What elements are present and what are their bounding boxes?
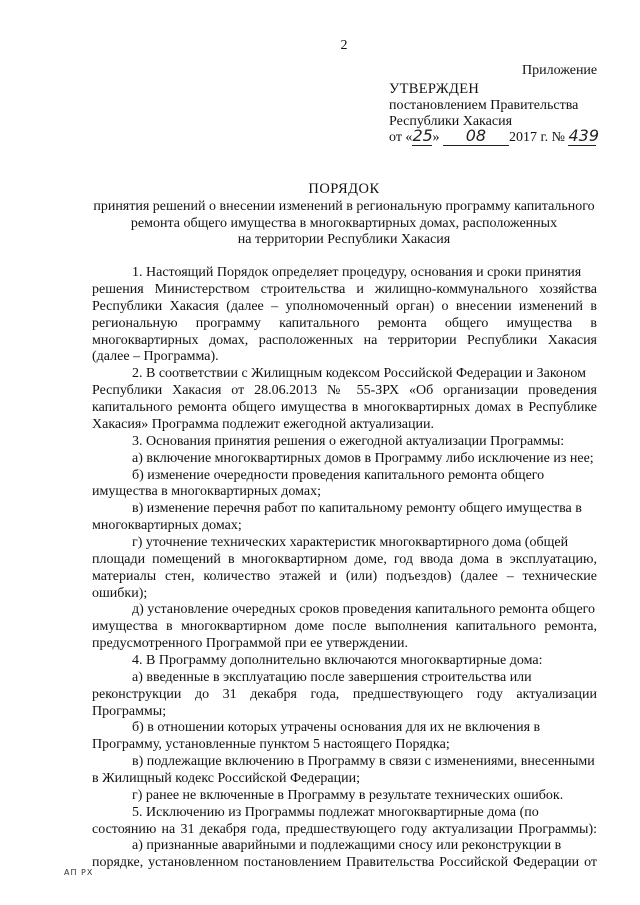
document-subtitle-line-2: ремонта общего имущества в многоквартирных домах, расположенных bbox=[130, 216, 558, 231]
approved-heading: УТВЕРЖДЕН bbox=[389, 81, 480, 97]
body-line: площади помещений в многоквартирном доме, год ввода дома в эксплуатацию, bbox=[92, 552, 597, 567]
body-line: б) в отношении которых утрачены основания для их не включения в bbox=[132, 720, 541, 735]
body-line: Программу, установленные пунктом 5 настоящего Порядка; bbox=[92, 737, 450, 752]
page-number: 2 bbox=[340, 38, 348, 53]
body-line: в) подлежащие включению в Программу в связи с изменениями, внесенными bbox=[132, 754, 595, 769]
body-line: Республики Хакасия (далее – уполномоченный орган) о внесении изменений в bbox=[92, 299, 597, 314]
body-line: многоквартирных домах; bbox=[92, 518, 242, 533]
approved-by-line-1: постановлением Правительства bbox=[389, 98, 579, 113]
date-year: 2017 г. № bbox=[508, 130, 565, 145]
body-line: б) изменение очередности проведения капитального ремонта общего bbox=[132, 468, 545, 483]
approval-date-line bbox=[389, 126, 600, 146]
body-line: г) ранее не включенные в Программу в результате технических ошибок. bbox=[132, 788, 564, 803]
body-line: состоянию на 31 декабря года, предшествующего году актуализации Программы): bbox=[92, 822, 597, 837]
body-line: 1. Настоящий Порядок определяет процедуру, основания и сроки принятия bbox=[132, 265, 582, 280]
date-prefix: от « bbox=[389, 130, 413, 145]
body-line: имущества в многоквартирном доме после выполнения капитального ремонта, bbox=[92, 619, 597, 634]
body-line: многоквартирных домах, расположенных на территории Республики Хакасия bbox=[92, 333, 597, 348]
body-line: предусмотренного Программой при ее утверждении. bbox=[92, 636, 408, 651]
body-line: реконструкции до 31 декабря года, предшествующего году актуализации bbox=[92, 687, 597, 702]
body-line: 5. Исключению из Программы подлежат многоквартирные дома (по bbox=[132, 805, 539, 820]
body-line: (далее – Программа). bbox=[92, 349, 219, 364]
body-line: 2. В соответствии с Жилищным кодексом Российской Федерации и Законом bbox=[132, 366, 587, 381]
body-line: д) установление очередных сроков проведения капитального ремонта общего bbox=[132, 602, 596, 617]
body-line: в Жилищный кодекс Российской Федерации; bbox=[92, 771, 360, 786]
body-line: 3. Основания принятия решения о ежегодной актуализации Программы: bbox=[132, 434, 565, 449]
approved-by-line-2: Республики Хакасия bbox=[389, 114, 513, 129]
body-line: материалы стен, количество этажей и (или) подъездов) (далее – технические bbox=[92, 569, 597, 584]
body-line: Республики Хакасия от 28.06.2013 № 55-ЗРХ «Об организации проведения bbox=[92, 383, 597, 398]
document-title: ПОРЯДОК bbox=[308, 181, 380, 197]
document-subtitle-line-1: принятия решений о внесении изменений в региональную программу капитального bbox=[93, 199, 595, 214]
body-line: а) признанные аварийными и подлежащими сносу или реконструкции в bbox=[132, 838, 562, 853]
footer-stamp: АП РХ bbox=[64, 868, 94, 877]
body-line: капитального ремонта общего имущества в многоквартирных домах в Республике bbox=[92, 400, 597, 415]
body-line: порядке, установленном постановлением Правительства Российской Федерации от bbox=[92, 855, 597, 870]
body-line: региональную программу капитального ремонта общего имущества в bbox=[92, 316, 597, 331]
date-month: 08 bbox=[443, 126, 509, 146]
document-number: 439 bbox=[568, 126, 600, 145]
date-day: 25 bbox=[412, 126, 433, 145]
body-line: а) включение многоквартирных домов в Программу либо исключение из нее; bbox=[132, 451, 594, 466]
body-line: в) изменение перечня работ по капитальному ремонту общего имущества в bbox=[132, 501, 582, 516]
body-line: Хакасия» Программа подлежит ежегодной актуализации. bbox=[92, 417, 435, 432]
body-line: имущества в многоквартирных домах; bbox=[92, 484, 322, 499]
body-line: 4. В Программу дополнительно включаются многоквартирные дома: bbox=[132, 653, 543, 668]
appendix-label: Приложение bbox=[522, 63, 598, 78]
body-line: г) уточнение технических характеристик многоквартирного дома (общей bbox=[132, 535, 569, 550]
document-subtitle-line-3: на территории Республики Хакасия bbox=[237, 232, 451, 247]
date-mid: » bbox=[432, 130, 440, 145]
body-line: Программы; bbox=[92, 704, 167, 719]
body-line: ошибки); bbox=[92, 586, 148, 601]
body-line: решения Министерством строительства и жилищно-коммунального хозяйства bbox=[92, 282, 597, 297]
body-line: а) введенные в эксплуатацию после завершения строительства или bbox=[132, 670, 532, 685]
